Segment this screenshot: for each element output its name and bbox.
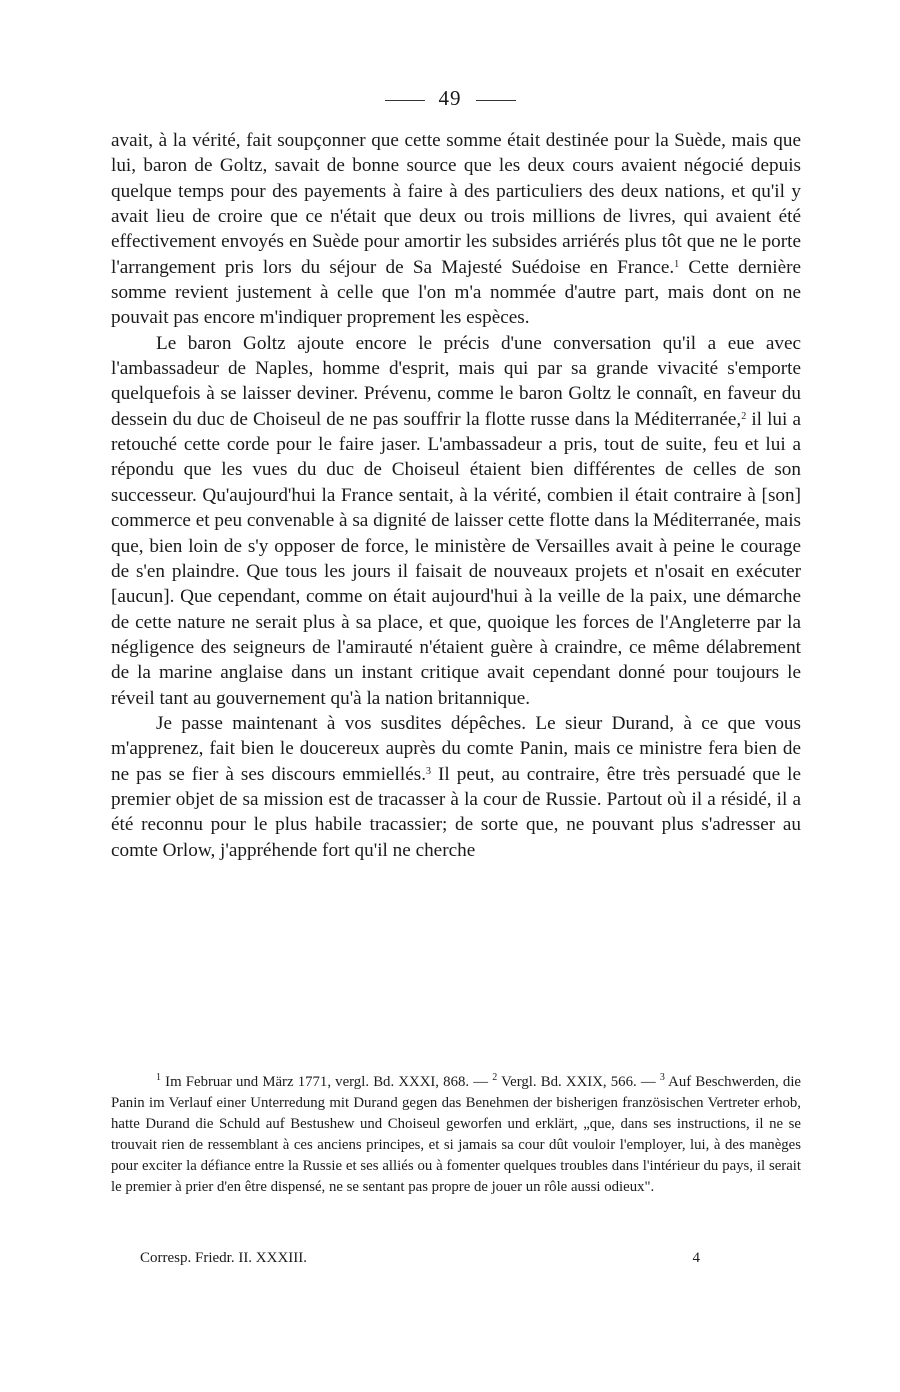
header-dash-right bbox=[476, 100, 516, 101]
footnote-ref-1: 1 bbox=[674, 258, 680, 270]
footnote-mark-3: 3 bbox=[659, 1072, 665, 1083]
page-footer bbox=[140, 1250, 700, 1267]
footnote-ref-2: 2 bbox=[741, 410, 747, 422]
footnote-2: Vergl. Bd. XXIX, 566. — bbox=[497, 1074, 660, 1090]
footer-sheet-number: 4 bbox=[692, 1250, 700, 1266]
header-dash-left bbox=[385, 100, 425, 101]
paragraph-3 bbox=[111, 711, 801, 863]
footnotes bbox=[111, 1072, 801, 1198]
paragraph-3-text-b: Il peut, au contraire, être très persuadé que le premier objet de sa mission est de tracasser à la cour de Russie. Partout où il a résidé, il a été reconnu pour le plus habile tracassier; de sorte que, ne pouvant plus s'adresser au comte Orlow, j'appréhende fort qu'il ne cherche bbox=[111, 763, 801, 861]
footnote-mark-2: 2 bbox=[492, 1072, 498, 1083]
footnote-ref-3: 3 bbox=[426, 765, 431, 777]
footnote-3: Auf Beschwerden, die Panin im Verlauf einer Unterredung mit Durand gegen das Benehmen der bisherigen französischen Vertreter erhob, hatte Durand die Schuld auf Bestushew und Choiseul geworfen und erklärt, „que, dans ses instructions, il ne se trouvait rien de ressemblant à ces anciens principes, et si jamais sa cour dût vouloir l'employer, lui, à des manèges pour exciter la défiance entre la Russie et ses alliés ou à fomenter quelques troubles dans l'intérieur du pays, il serait le premier à prier d'en être dispensé, ne se sentant pas propre de jouer un rôle aussi odieux". bbox=[111, 1074, 802, 1195]
paragraph-2 bbox=[111, 331, 801, 711]
paragraph-1-tail: Cette dernière somme revient justement à celle que l'on m'a nommée d'autre part, mais dont on ne pouvait pas encore m'indiquer proprement les espèces. bbox=[111, 256, 801, 329]
main-text bbox=[111, 128, 801, 863]
paragraph-2-text-a: Le baron Goltz ajoute encore le précis d'une conversation qu'il a eue avec l'ambassadeur de Naples, homme d'esprit, mais qui par sa grande vivacité s'emporte quelquefois à se laisser deviner. Prévenu, comme le baron Goltz le connaît, en faveur du dessein du duc de Choiseul de ne pas souffrir la flotte russe dans la Méditerranée, bbox=[111, 332, 801, 430]
paragraph-2-text-b: il lui a retouché cette corde pour le faire jaser. L'ambassadeur a pris, tout de suite, feu et lui a répondu que les vues du duc de Choiseul étaient bien différentes de celles de son successeur. Qu'aujourd'hui la France sentait, à la vérité, combien il était contraire à [son] commerce et peu convenable à sa dignité de laisser cette flotte dans la Méditerranée, mais que, bien loin de s'y opposer de force, le ministère de Versailles avait à peine le courage de s'en plaindre. Que tous les jours il faisait de nouveaux projets et n'osait en exécuter [aucun]. Que cependant, comme on était aujourd'hui à la veille de la paix, une démarche de cette nature ne serait plus à sa place, et que, quoique les forces de l'Angleterre par la négligence des seigneurs de l'amirauté n'étaient guère à craindre, ce même délabrement de la marine anglaise dans un instant critique avait cependant donné pour toujours le réveil tant au gouvernement qu'à la nation britannique. bbox=[111, 408, 801, 709]
paragraph-3-text-a: Je passe maintenant à vos susdites dépêches. Le sieur Durand, à ce que vous m'apprenez, fait bien le doucereux auprès du comte Panin, mais ce ministre fera bien de ne pas se fier à ses discours emmiellés. bbox=[111, 712, 801, 785]
footer-source: Corresp. Friedr. II. XXXIII. bbox=[140, 1250, 308, 1266]
page-number: 49 bbox=[438, 86, 462, 110]
footnote-mark-1: 1 bbox=[156, 1072, 161, 1083]
paragraph-1 bbox=[111, 128, 801, 331]
paragraph-1-text: avait, à la vérité, fait soupçonner que cette somme était destinée pour la Suède, mais que lui, baron de Goltz, savait de bonne source que les deux cours avaient négocié depuis quelque temps pour des payements à faire à des particuliers des deux nations, et qu'il y avait lieu de croire que ce n'était que deux ou trois millions de livres, qui avaient été effectivement envoyés en Suède pour amortir les subsides arriérés plus tôt que ne le porte l'arrangement pris lors du séjour de Sa Majesté Suédoise en France. bbox=[111, 130, 801, 278]
footnote-block bbox=[111, 1072, 801, 1198]
footnote-1: Im Februar und März 1771, vergl. Bd. XXXI, 868. — bbox=[161, 1074, 493, 1090]
page-header bbox=[0, 86, 900, 111]
